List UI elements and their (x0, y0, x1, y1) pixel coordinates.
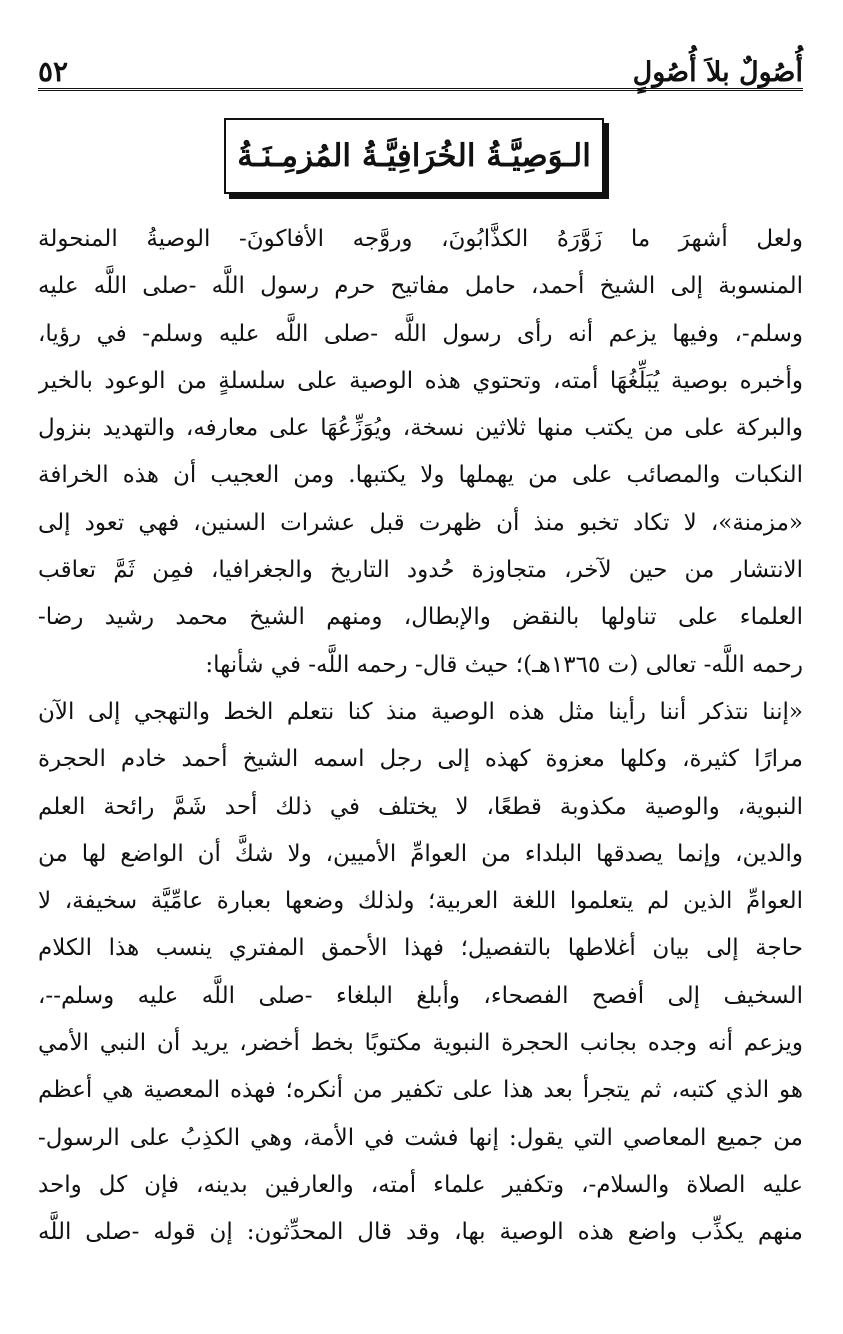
text-line: العلماء على تناولها بالنقض والإبطال، ومنهم الشيخ محمد رشيد رضا- (38, 604, 803, 631)
text-line: وسلم-، وفيها يزعم أنه رأى رسول اللَّه -صلى اللَّه عليه وسلم- في رؤيا، (38, 320, 803, 347)
text-line: النكبات والمصائب على من يهملها ولا يكتبها. ومن العجيب أن هذه الخرافة (38, 462, 803, 489)
text-line: المنسوبة إلى الشيخ أحمد، حامل مفاتيح حرم رسول اللَّه -صلى اللَّه عليه (38, 273, 803, 300)
quote-line: من جميع المعاصي التي يقول: إنها فشت في الأمة، وهي الكذِبُ على الرسول- (38, 1124, 803, 1151)
quote-line: النبوية، والوصية مكذوبة قطعًا، لا يختلف في ذلك أحد شَمَّ رائحة العلم (38, 793, 803, 820)
book-title: أُصُولٌ بلاَ أُصُولٍ (632, 57, 803, 88)
quote-line: حاجة إلى بيان أغلاطها بالتفصيل؛ فهذا الأحمق المفتري ينسب هذا الكلام (38, 935, 803, 962)
text-line: وأخبره بوصية يُبَلِّغُهَا أمته، وتحتوي هذه الوصية على سلسلةٍ من الوعود بالخير (38, 367, 803, 394)
quote-line: والدين، وإنما يصدقها البلداء من العوامِّ الأميين، ولا شكَّ أن الواضع لها من (38, 840, 803, 867)
quote-line: ويزعم أنه وجده بجانب الحجرة النبوية مكتوبًا بخط أخضر، يريد أن النبي الأمي (38, 1030, 803, 1057)
quote-line: العوامِّ الذين لم يتعلموا اللغة العربية؛ ولذلك وضعها بعبارة عامِّيَّة سخيفة، لا (38, 888, 803, 915)
section-title-box (224, 118, 604, 194)
quote-line: السخيف إلى أفصح الفصحاء، وأبلغ البلغاء -صلى اللَّه عليه وسلم--، (38, 982, 803, 1009)
quote-line: منهم يكذِّب واضع هذه الوصية بها، وقد قال المحدِّثون: إن قوله -صلى اللَّه (38, 1219, 803, 1246)
text-line: ولعل أشهرَ ما زَوَّرَهُ الكذَّابُونَ، وروَّجه الأفاكونَ- الوصيةُ المنحولة (38, 226, 803, 252)
text-line: «مزمنة»، لا تكاد تخبو منذ أن ظهرت قبل عشرات السنين، فهي تعود إلى (38, 509, 803, 536)
quote-line: مرارًا كثيرة، وكلها معزوة كهذه إلى رجل اسمه الشيخ أحمد خادم الحجرة (38, 746, 803, 773)
running-header (38, 42, 803, 91)
quote-line: هو الذي كتبه، ثم يتجرأ بعد هذا على تكفير من أنكره؛ فهذه المعصية هي أعظم (38, 1077, 803, 1104)
text-line: والبركة على من يكتب منها ثلاثين نسخة، ويُوَزِّعُهَا على معارفه، والتهديد بنزول (38, 415, 803, 442)
text-line: رحمه اللَّه- تعالى (ت ١٣٦٥هـ)؛ حيث قال- رحمه اللَّه- في شأنها: (205, 651, 803, 678)
quote-line: عليه الصلاة والسلام-، وتكفير علماء أمته، والعارفين بدينه، فإن كل واحد (38, 1171, 803, 1198)
section-title: الـوَصِيَّـةُ الخُرَافِيَّـةُ المُزمِـنَـةُ (237, 138, 591, 174)
quote-line: «إننا نتذكر أننا رأينا مثل هذه الوصية منذ كنا نتعلم الخط والتهجي إلى الآن (38, 698, 803, 725)
page-number: ٥٢ (38, 55, 69, 88)
body-text (38, 216, 803, 1257)
text-line: الانتشار من حين لآخر، متجاوزة حُدود التاريخ والجغرافيا، فمِن ثَمَّ تعاقب (38, 557, 803, 584)
